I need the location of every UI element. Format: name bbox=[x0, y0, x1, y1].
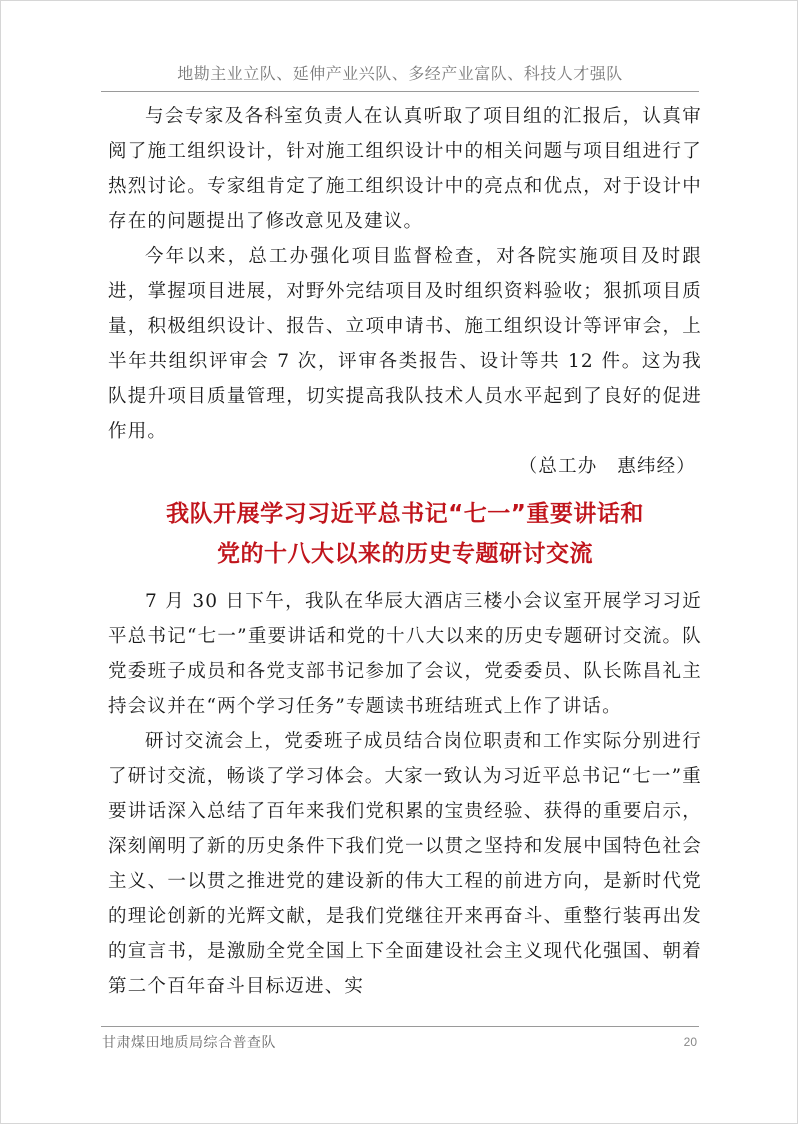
article1-paragraph-2: 今年以来，总工办强化项目监督检查，对各院实施项目及时跟进，掌握项目进展，对野外完结项目及时组织资料验收；狠抓项目质量，积极组织设计、报告、立项申请书、施工组织设计等评审会，上半年共组织评审会 7 次，评审各类报告、设计等共 12 件。这为我队提升项目质量管理，切实提高我队技术人员水平起到了良好的促进作用。 bbox=[108, 246, 702, 442]
header-divider bbox=[101, 91, 699, 92]
page-header-slogan: 地勘主业立队、延伸产业兴队、多经产业富队、科技人才强队 bbox=[177, 64, 623, 83]
article2-paragraph-2: 研讨交流会上，党委班子成员结合岗位职责和工作实际分别进行了研讨交流，畅谈了学习体会。大家一致认为习近平总书记“七一”重要讲话深入总结了百年来我们党积累的宝贵经验、获得的重要启示，深刻阐明了新的历史条件下我们党一以贯之坚持和发展中国特色社会主义、一以贯之推进党的建设新的伟大工程的前进方向，是新时代党的理论创新的光辉文献，是我们党继往开来再奋斗、重整行装再出发的宣言书，是激励全党全国上下全面建设社会主义现代化强国、朝着第二个百年奋斗目标迈进、实 bbox=[108, 731, 702, 997]
article2-title bbox=[108, 494, 702, 574]
article1-paragraph-1: 与会专家及各科室负责人在认真听取了项目组的汇报后，认真审阅了施工组织设计，针对施工组织设计中的相关问题与项目组进行了热烈讨论。专家组肯定了施工组织设计中的亮点和优点，对于设计中存在的问题提出了修改意见及建议。 bbox=[108, 106, 702, 232]
footer-divider bbox=[101, 1026, 699, 1027]
article2-title-line-2: 党的十八大以来的历史专题研讨交流 bbox=[217, 541, 593, 567]
article2-paragraph-1: 7 月 30 日下午，我队在华辰大酒店三楼小会议室开展学习习近平总书记“七一”重要讲话和党的十八大以来的历史专题研讨交流。队党委班子成员和各党支部书记参加了会议，党委委员、队长陈昌礼主持会议并在“两个学习任务”专题读书班结班式上作了讲话。 bbox=[108, 591, 702, 717]
footer-organization: 甘肃煤田地质局综合普查队 bbox=[102, 1035, 276, 1051]
page-number: 20 bbox=[683, 1035, 697, 1049]
article1-signature: （总工办 惠纬经） bbox=[518, 456, 696, 477]
article2-title-line-1: 我队开展学习习近平总书记“七一”重要讲话和 bbox=[166, 501, 644, 527]
page-body bbox=[108, 99, 702, 1004]
